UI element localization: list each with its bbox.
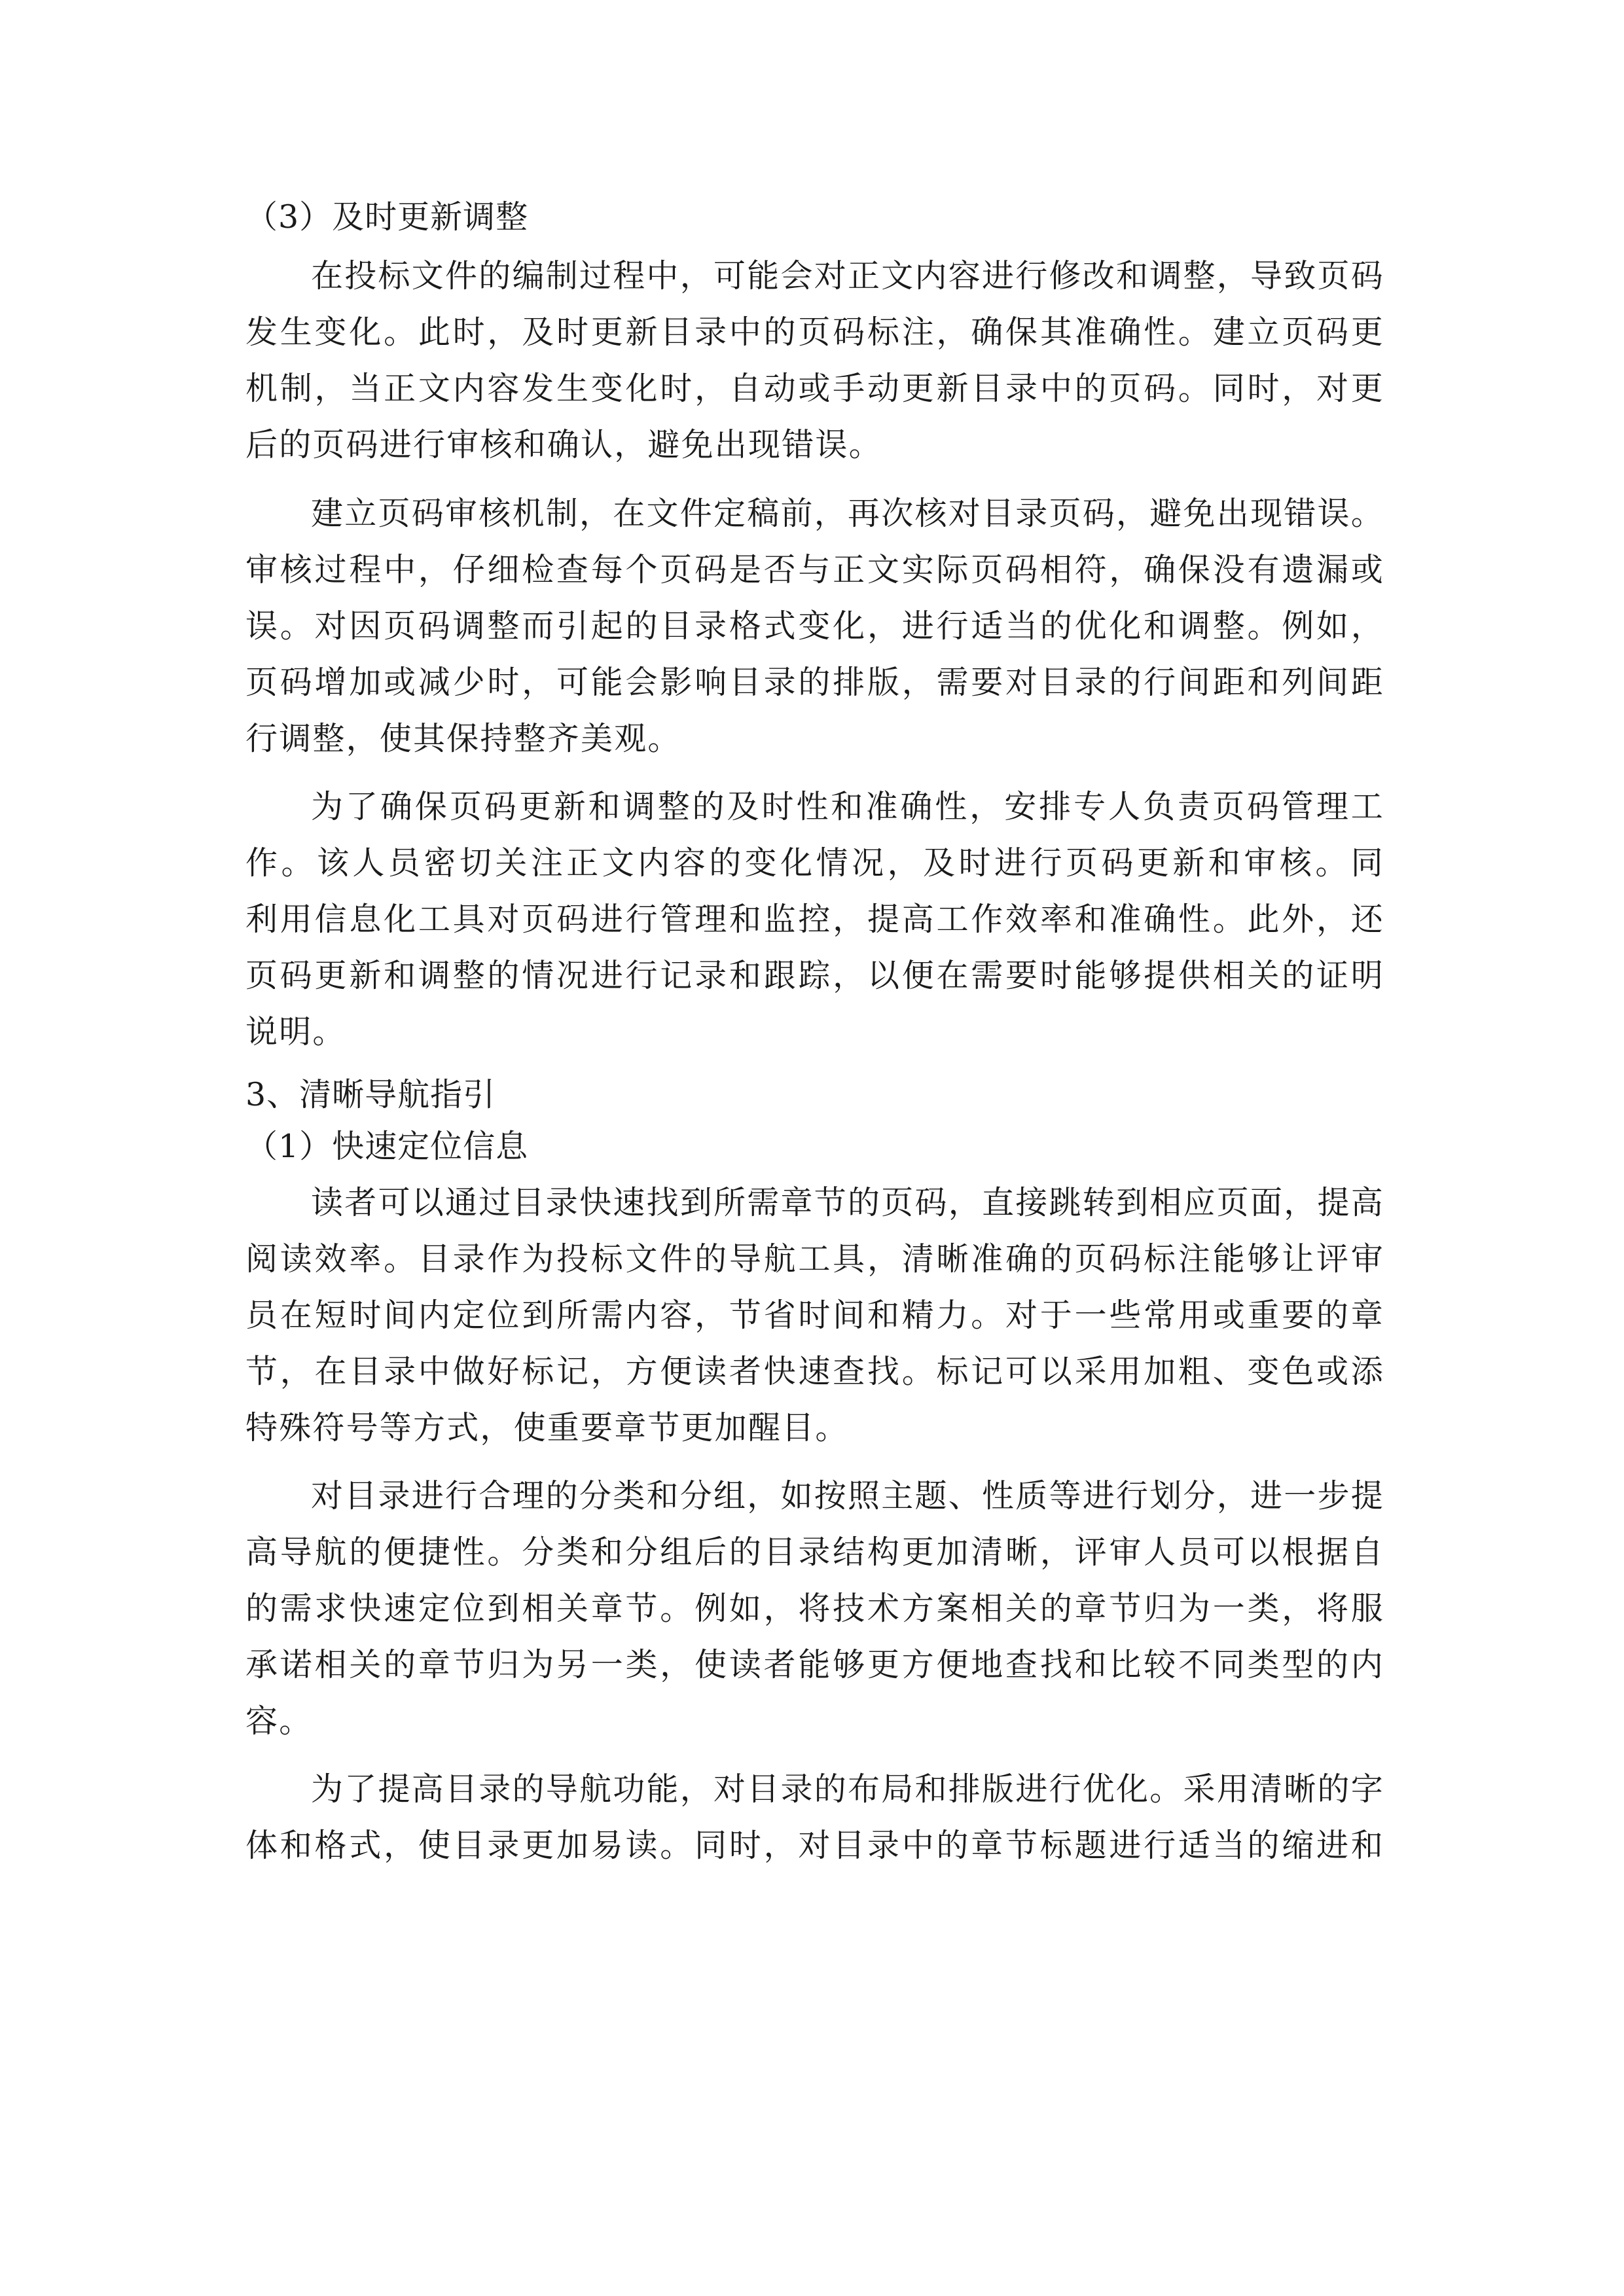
paragraph-line: 行调整，使其保持整齐美观。 xyxy=(245,720,681,757)
paragraph-line: 体和格式，使目录更加易读。同时，对目录中的章节标题进行适当的缩进和 xyxy=(245,1827,1384,1864)
paragraph-line: 节，在目录中做好标记，方便读者快速查找。标记可以采用加粗、变色或添 xyxy=(245,1353,1384,1390)
paragraph-line: 建立页码审核机制，在文件定稿前，再次核对目录页码，避免出现错误。 xyxy=(311,495,1384,532)
paragraph-line: 阅读效率。目录作为投标文件的导航工具，清晰准确的页码标注能够让评审 xyxy=(245,1240,1384,1278)
paragraph-line: 误。对因页码调整而引起的目录格式变化，进行适当的优化和调整。例如， xyxy=(245,607,1384,645)
paragraph-line: 容。 xyxy=(245,1702,313,1740)
paragraph-line: 利用信息化工具对页码进行管理和监控，提高工作效率和准确性。此外，还 xyxy=(245,901,1384,938)
paragraph-line: 读者可以通过目录快速找到所需章节的页码，直接跳转到相应页面，提高 xyxy=(311,1184,1384,1221)
paragraph-line: 发生变化。此时，及时更新目录中的页码标注，确保其准确性。建立页码更 xyxy=(245,314,1384,351)
paragraph-line: 页码更新和调整的情况进行记录和跟踪，以便在需要时能够提供相关的证明 xyxy=(245,957,1384,994)
paragraph-line: 说明。 xyxy=(245,1013,346,1050)
subheading-timely-update: （3）及时更新调整 xyxy=(245,198,529,236)
paragraph-line: 在投标文件的编制过程中，可能会对正文内容进行修改和调整，导致页码 xyxy=(311,257,1384,295)
paragraph-line: 员在短时间内定位到所需内容，节省时间和精力。对于一些常用或重要的章 xyxy=(245,1297,1384,1334)
paragraph-line: 为了提高目录的导航功能，对目录的布局和排版进行优化。采用清晰的字 xyxy=(311,1770,1384,1808)
paragraph-line: 作。该人员密切关注正文内容的变化情况，及时进行页码更新和审核。同 xyxy=(245,844,1384,882)
paragraph-line: 审核过程中，仔细检查每个页码是否与正文实际页码相符，确保没有遗漏或 xyxy=(245,551,1384,588)
subheading-quick-locate: （1）快速定位信息 xyxy=(245,1128,529,1165)
paragraph-line: 特殊符号等方式，使重要章节更加醒目。 xyxy=(245,1409,849,1446)
paragraph-line: 后的页码进行审核和确认，避免出现错误。 xyxy=(245,426,882,463)
paragraph-line: 页码增加或减少时，可能会影响目录的排版，需要对目录的行间距和列间距 xyxy=(245,664,1384,701)
paragraph-line: 为了确保页码更新和调整的及时性和准确性，安排专人负责页码管理工 xyxy=(311,788,1384,825)
paragraph-line: 的需求快速定位到相关章节。例如，将技术方案相关的章节归为一类，将服 xyxy=(245,1590,1384,1627)
paragraph-line: 承诺相关的章节归为另一类，使读者能够更方便地查找和比较不同类型的内 xyxy=(245,1646,1384,1683)
paragraph-line: 高导航的便捷性。分类和分组后的目录结构更加清晰，评审人员可以根据自 xyxy=(245,1534,1384,1571)
paragraph-line: 机制，当正文内容发生变化时，自动或手动更新目录中的页码。同时，对更 xyxy=(245,370,1384,407)
section-heading-navigation: 3、清晰导航指引 xyxy=(245,1076,496,1113)
paragraph-line: 对目录进行合理的分类和分组，如按照主题、性质等进行划分，进一步提 xyxy=(311,1477,1384,1515)
